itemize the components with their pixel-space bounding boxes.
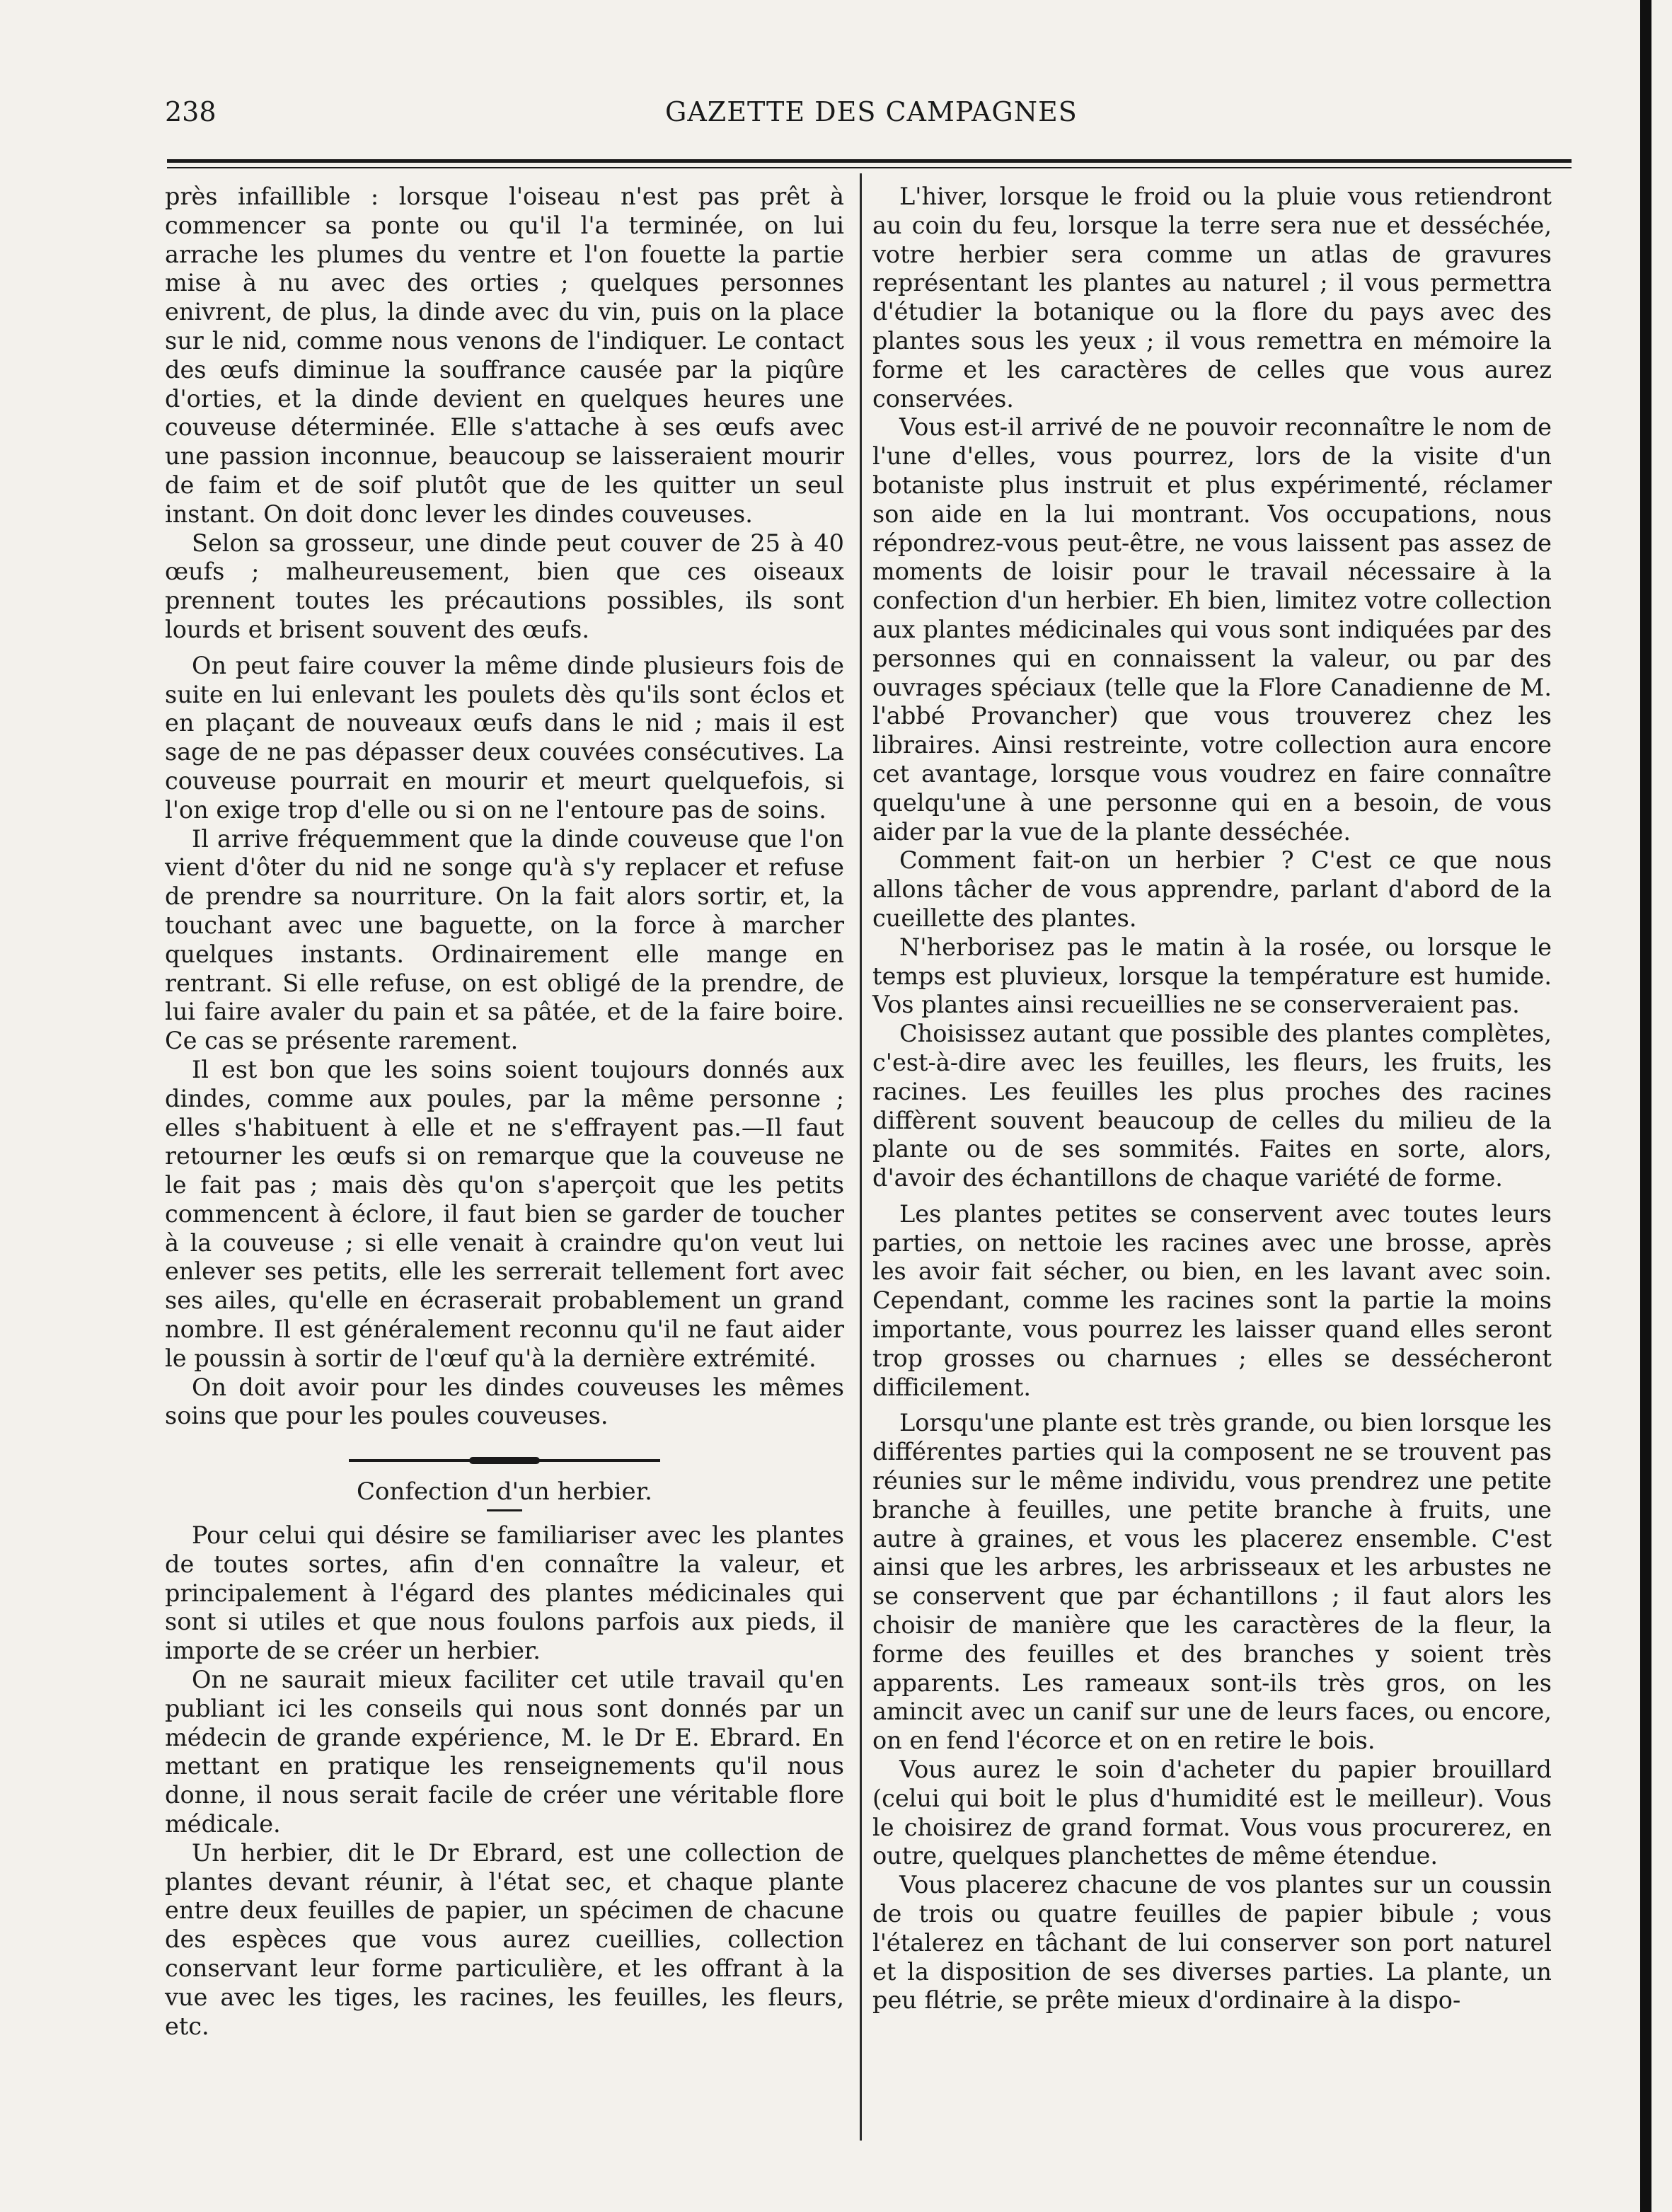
- paragraph: On peut faire couver la même dinde plusieurs fois de suite en lui enlevant les poulets dès qu'ils sont éclos et en plaçant de nouveaux œufs dans le nid ; mais il est sage de ne pas dépasser deux couvées consécutives. La couveuse pourrait en mourir et meurt quelquefois, si l'on exige trop d'elle ou si on ne l'entoure pas de soins.: [165, 651, 844, 824]
- section-title: Confection d'un herbier.: [357, 1477, 652, 1507]
- paragraph: Vous aurez le soin d'acheter du papier brouillard (celui qui boit le plus d'humidité est le meilleur). Vous le choisirez de grand format. Vous vous procurerez, en outre, quelques planchettes de même étendue.: [872, 1756, 1552, 1870]
- header-rule-thin: [167, 167, 1572, 168]
- paragraph: Pour celui qui désire se familiariser avec les plantes de toutes sortes, afin d'en connaître la valeur, et principalement à l'égard des plantes médicinales qui sont si utiles et que nous foulons parfois aux pieds, il importe de se créer un herbier.: [165, 1521, 844, 1665]
- paragraph: Il est bon que les soins soient toujours donnés aux dindes, comme aux poules, par la même personne ; elles s'habituent à elle et ne s'effrayent pas.—Il faut retourner les œufs si on remarque que la couveuse ne le fait pas ; mais dès qu'on s'aperçoit que les petits commencent à éclore, il faut bien se garder de toucher à la couveuse ; si elle venait à craindre qu'on veut lui enlever ses petits, elle les serrerait tellement fort avec ses ailes, qu'elle en écraserait probablement un grand nombre. Il est généralement reconnu qu'il ne faut aider le poussin à sortir de l'œuf qu'à la dernière extrémité.: [165, 1055, 844, 1372]
- paragraph: Un herbier, dit le Dr Ebrard, est une collection de plantes devant réunir, à l'état sec, et chaque plante entre deux feuilles de papier, un spécimen de chacune des espèces que vous aurez cueillies, collection conservant leur forme particulière, et les offrant à la vue avec les tiges, les racines, les feuilles, les fleurs, etc.: [165, 1838, 844, 2040]
- title-rule: [487, 1509, 522, 1511]
- paragraph: Vous est-il arrivé de ne pouvoir reconnaître le nom de l'une d'elles, vous pourrez, lors de la visite d'un botaniste plus instruit et plus expérimenté, réclamer son aide en la lui montrant. Vos occupations, nous répondrez-vous peut-être, ne vous laissent pas assez de moments de loisir pour le travail nécessaire à la confection d'un herbier. Eh bien, limitez votre collection aux plantes médicinales qui vous sont indiquées par des personnes qui en connaissent la valeur, ou par des ouvrages spéciaux (telle que la Flore Canadienne de M. l'abbé Provancher) que vous trouverez chez les libraires. Ainsi restreinte, votre collection aura encore cet avantage, lorsque vous voudrez en faire connaître quelqu'une à une personne qui en a besoin, de vous aider par la vue de la plante desséchée.: [872, 413, 1552, 846]
- header-rule: [167, 159, 1572, 163]
- column-divider: [860, 173, 862, 2141]
- paragraph: Il arrive fréquemment que la dinde couveuse que l'on vient d'ôter du nid ne songe qu'à s'y replacer et refuse de prendre sa nourriture. On la fait alors sortir, et, la touchant avec une baguette, on la force à marcher quelques instants. Ordinairement elle mange en rentrant. Si elle refuse, on est obligé de la prendre, de lui faire avaler du pain et sa pâtée, et de la faire boire. Ce cas se présente rarement.: [165, 824, 844, 1055]
- journal-title: GAZETTE DES CAMPAGNES: [665, 96, 1078, 127]
- paragraph: L'hiver, lorsque le froid ou la pluie vous retiendront au coin du feu, lorsque la terre sera nue et desséchée, votre herbier sera comme un atlas de gravures représentant les plantes au naturel ; il vous permettra d'étudier la botanique ou la flore du pays avec des plantes sous les yeux ; il vous remettra en mémoire la forme et les caractères de celles que vous aurez conservées.: [872, 183, 1552, 413]
- paragraph: Selon sa grosseur, une dinde peut couver de 25 à 40 œufs ; malheureusement, bien que ces oiseaux prennent toutes les précautions possibles, ils sont lourds et brisent souvent des œufs.: [165, 529, 844, 643]
- paragraph: Choisissez autant que possible des plantes complètes, c'est-à-dire avec les feuilles, les fleurs, les fruits, les racines. Les feuilles les plus proches des racines diffèrent souvent beaucoup de celles du milieu de la plante ou de ses sommités. Faites en sorte, alors, d'avoir des échantillons de chaque variété de forme.: [872, 1020, 1552, 1192]
- right-column: [872, 183, 1552, 2015]
- paragraph: Vous placerez chacune de vos plantes sur un coussin de trois ou quatre feuilles de papier bibule ; vous l'étalerez en tâchant de lui conserver son port naturel et la disposition de ses diverses parties. La plante, un peu flétrie, se prête mieux d'ordinaire à la dispo-: [872, 1871, 1552, 2015]
- page-number: 238: [165, 96, 217, 127]
- left-column: [165, 183, 844, 2041]
- paragraph: Les plantes petites se conservent avec toutes leurs parties, on nettoie les racines avec une brosse, après les avoir fait sécher, ou bien, en les lavant avec soin. Cependant, comme les racines sont la partie la moins importante, vous pourrez les laisser quand elles seront trop grosses ou charnues ; elles se dessécheront difficilement.: [872, 1199, 1552, 1401]
- paragraph: Comment fait-on un herbier ? C'est ce que nous allons tâcher de vous apprendre, parlant d'abord de la cueillette des plantes.: [872, 846, 1552, 932]
- paragraph: près infaillible : lorsque l'oiseau n'est pas prêt à commencer sa ponte ou qu'il l'a terminée, on lui arrache les plumes du ventre et l'on fouette la partie mise à nu avec des orties ; quelques personnes enivrent, de plus, la dinde avec du vin, puis on la place sur le nid, comme nous venons de l'indiquer. Le contact des œufs diminue la souffrance causée par la piqûre d'orties, et la dinde devient en quelques heures une couveuse déterminée. Elle s'attache à ses œufs avec une passion inconnue, beaucoup se laisseraient mourir de faim et de soif plutôt que de les quitter un seul instant. On doit donc lever les dindes couveuses.: [165, 183, 844, 528]
- paragraph: On doit avoir pour les dindes couveuses les mêmes soins que pour les poules couveuses.: [165, 1373, 844, 1430]
- paragraph: N'herborisez pas le matin à la rosée, ou lorsque le temps est pluvieux, lorsque la température est humide. Vos plantes ainsi recueillies ne se conserveraient pas.: [872, 933, 1552, 1019]
- page-edge-shadow: [1640, 0, 1651, 2212]
- paragraph: On ne saurait mieux faciliter cet utile travail qu'en publiant ici les conseils qui nous sont donnés par un médecin de grande expérience, M. le Dr E. Ebrard. En mettant en pratique les renseignements qu'il nous donne, il nous serait facile de créer une véritable flore médicale.: [165, 1666, 844, 1838]
- paragraph: Lorsqu'une plante est très grande, ou bien lorsque les différentes parties qui la composent ne se trouvent pas réunies sur le même individu, vous prendrez une petite branche à feuilles, une petite branche à fruits, une autre à graines, et vous les placerez ensemble. C'est ainsi que les arbres, les arbrisseaux et les arbustes ne se conservent que par échantillons ; il faut alors les choisir de manière que les caractères de la fleur, la forme des feuilles et des branches y soient très apparents. Les rameaux sont-ils très gros, on les amincit avec un canif sur une de leurs faces, ou encore, on en fend l'écorce et on en retire le bois.: [872, 1409, 1552, 1755]
- section-separator: [349, 1459, 660, 1462]
